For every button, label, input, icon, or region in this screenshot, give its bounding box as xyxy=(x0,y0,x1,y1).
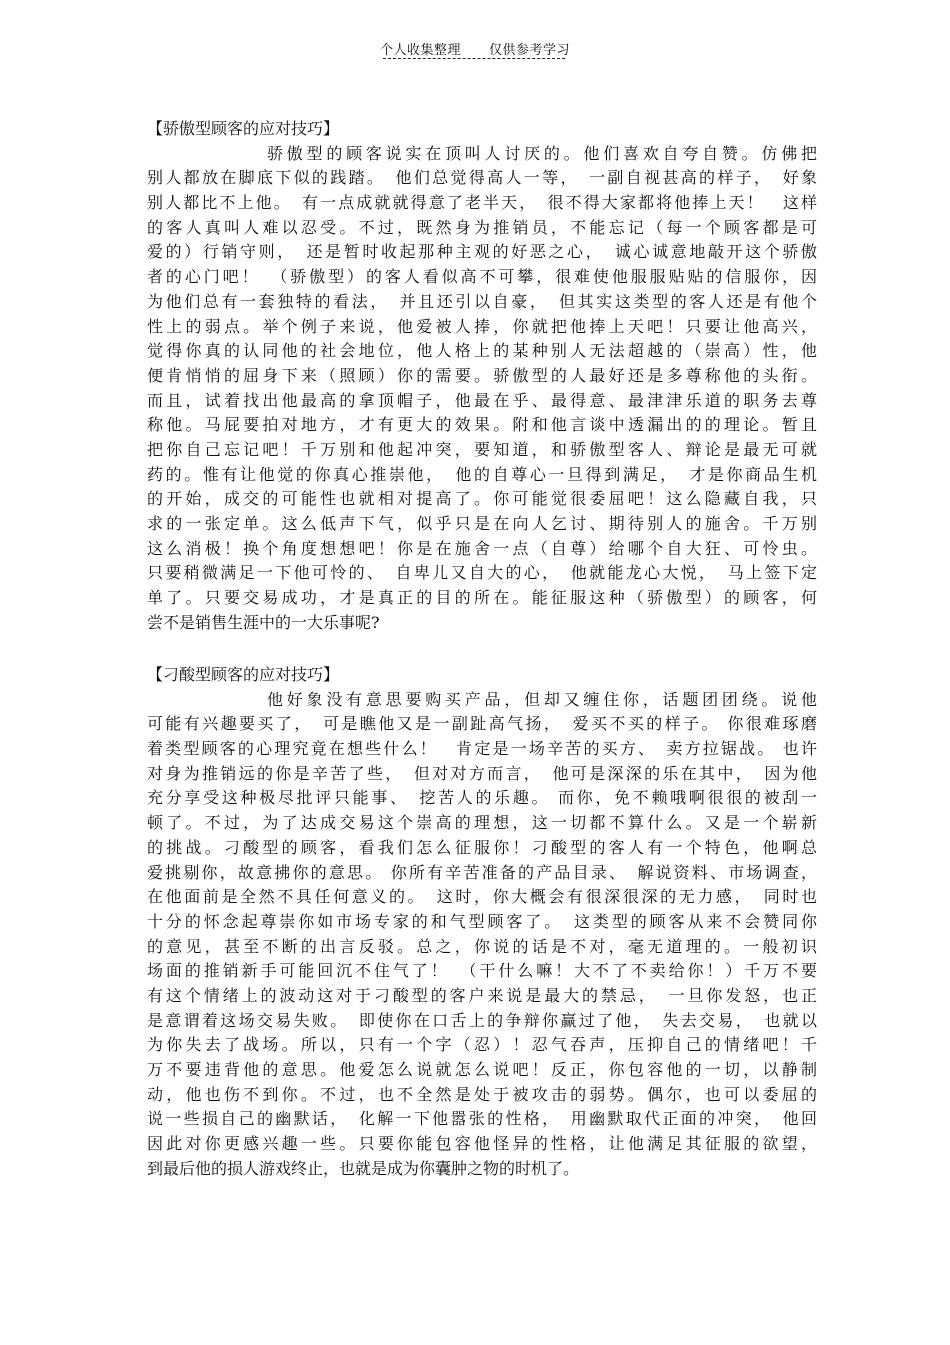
paragraph-line: 到最后他的损人游戏终止，也就是成为你囊肿之物的时机了。 xyxy=(147,1158,580,1178)
paragraph-line: 别人都放在脚底下似的践踏。 他们总觉得高人一等， 一副自视甚高的样子， 好象 xyxy=(147,168,817,188)
paragraph-line: 的开始，成交的可能性也就相对提高了。你可能觉很委屈吧！这么隐藏自我，只 xyxy=(147,489,817,509)
section-picky-customer xyxy=(147,663,817,1181)
paragraph-line: 求的一张定单。这么低声下气，似乎只是在向人乞讨、期待别人的施舍。千万别 xyxy=(147,514,817,533)
paragraph-line: 觉得你真的认同他的社会地位，他人格上的某种别人无法超越的（崇高）性，他 xyxy=(147,341,817,361)
paragraph-line: 说一些损自己的幽默话， 化解一下他嚣张的性格， 用幽默取代正面的冲突， 他回 xyxy=(147,1109,817,1129)
paragraph-line: 为你失去了战场。所以，只有一个字（忍）！忍气吞声，压抑自己的情绪吧！千 xyxy=(147,1035,817,1055)
paragraph-line: 场面的推销新手可能回沉不住气了！ （干什么嘛！大不了不卖给你！）千万不要 xyxy=(147,961,817,981)
paragraph-line: 药的。惟有让他觉的你真心推崇他， 他的自尊心一旦得到满足， 才是你商品生机 xyxy=(147,464,817,484)
paragraph-line: 单了。只要交易成功，才是真正的目的所在。能征服这种（骄傲型）的顾客，何 xyxy=(147,588,817,608)
page-header xyxy=(0,39,950,58)
paragraph-line: 是意谓着这场交易失败。 即使你在口舌上的争辩你赢过了他， 失去交易， 也就以 xyxy=(147,1010,817,1030)
paragraph-line: 万不要违背他的意思。他爱怎么说就怎么说吧！反正，你包容他的一切，以静制 xyxy=(147,1060,817,1079)
paragraph-line: 而且，试着找出他最高的拿顶帽子，他最在乎、最得意、最津津乐道的职务去尊 xyxy=(147,390,817,410)
paragraph-line: 骄傲型的顾客说实在顶叫人讨厌的。他们喜欢自夸自赞。仿佛把 xyxy=(267,143,817,163)
paragraph-line: 的挑战。刁酸型的顾客，看我们怎么征服你！刁酸型的客人有一个特色，他啊总 xyxy=(147,837,817,857)
section-title: 【骄傲型顾客的应对技巧】 xyxy=(147,119,340,138)
section-title: 【刁酸型顾客的应对技巧】 xyxy=(147,665,340,684)
paragraph-line: 对身为推销远的你是辛苦了些， 但对对方而言， 他可是深深的乐在其中， 因为他 xyxy=(147,763,817,783)
header-rule xyxy=(383,58,565,59)
header-left-text: 个人收集整理 xyxy=(379,43,461,58)
paragraph-line: 爱的）行销守则， 还是暂时收起那种主观的好恶之心， 诚心诚意地敲开这个骄傲 xyxy=(147,242,817,262)
paragraph-line: 为他们总有一套独特的看法， 并且还引以自豪， 但其实这类型的客人还是有他个 xyxy=(147,291,817,311)
header-right-text: 仅供参考学习 xyxy=(489,43,571,58)
paragraph-line: 者的心门吧！ （骄傲型）的客人看似高不可攀，很难使他服服贴贴的信服你，因 xyxy=(147,267,817,287)
paragraph-line: 在他面前是全然不具任何意义的。 这时，你大概会有很深很深的无力感， 同时也 xyxy=(147,887,817,907)
paragraph-line: 爱挑剔你，故意拂你的意思。 你所有辛苦准备的产品目录、 解说资料、市场调查， xyxy=(147,862,817,882)
paragraph-line: 便肯悄悄的屈身下来（照顾）你的需要。骄傲型的人最好还是多尊称他的头衔。 xyxy=(147,365,817,385)
paragraph-line: 的客人真叫人难以忍受。不过，既然身为推销员，不能忘记（每一个顾客都是可 xyxy=(147,217,817,237)
paragraph-line: 动，他也伤不到你。不过，也不全然是处于被攻击的弱势。偶尔，也可以委屈的 xyxy=(147,1084,817,1104)
paragraph-line: 这么消极！换个角度想想吧！你是在施舍一点（自尊）给哪个自大狂、可怜虫。 xyxy=(147,538,817,558)
paragraph-line: 充分享受这种极尽批评只能事、 挖苦人的乐趣。 而你，免不赖哦啊很很的被刮一 xyxy=(147,788,817,808)
paragraph-line: 顿了。不过，为了达成交易这个崇高的理想，这一切都不算什么。又是一个崭新 xyxy=(147,813,817,833)
paragraph-line: 有这个情绪上的波动这对于刁酸型的客户来说是最大的禁忌， 一旦你发怒，也正 xyxy=(147,985,817,1005)
paragraph-line: 称他。马屁要拍对地方，才有更大的效果。附和他言谈中透漏出的的理论。暂且 xyxy=(147,415,817,435)
paragraph-line: 的意见，甚至不断的出言反驳。总之，你说的话是不对，毫无道理的。一般初识 xyxy=(147,936,817,956)
paragraph-line: 别人都比不上他。 有一点成就就得意了老半天， 很不得大家都将他捧上天！ 这样 xyxy=(147,193,817,213)
paragraph-line: 尝不是销售生涯中的一大乐事呢? xyxy=(147,612,380,632)
paragraph-line: 他好象没有意思要购买产品，但却又缠住你，话题团团绕。说他 xyxy=(267,689,817,709)
paragraph-line: 因此对你更感兴趣一些。只要你能包容他怪异的性格，让他满足其征服的欲望， xyxy=(147,1134,817,1154)
paragraph-line: 性上的弱点。举个例子来说，他爱被人捧，你就把他捧上天吧！只要让他高兴， xyxy=(147,316,817,336)
paragraph-line: 可能有兴趣要买了， 可是瞧他又是一副趾高气扬， 爱买不买的样子。 你很难琢磨 xyxy=(147,714,817,734)
paragraph-line: 着类型顾客的心理究竟在想些什么！ 肯定是一场辛苦的买方、 卖方拉锯战。 也许 xyxy=(147,739,817,759)
section-arrogant-customer xyxy=(147,117,817,635)
paragraph-line: 把你自己忘记吧！千万别和他起冲突，要知道，和骄傲型客人、辩论是最无可就 xyxy=(147,439,817,459)
paragraph-line: 只要稍微满足一下他可怜的、 自卑儿又自大的心， 他就能龙心大悦， 马上签下定 xyxy=(147,563,817,583)
paragraph-line: 十分的怀念起尊崇你如市场专家的和气型顾客了。 这类型的顾客从来不会赞同你 xyxy=(147,911,817,931)
